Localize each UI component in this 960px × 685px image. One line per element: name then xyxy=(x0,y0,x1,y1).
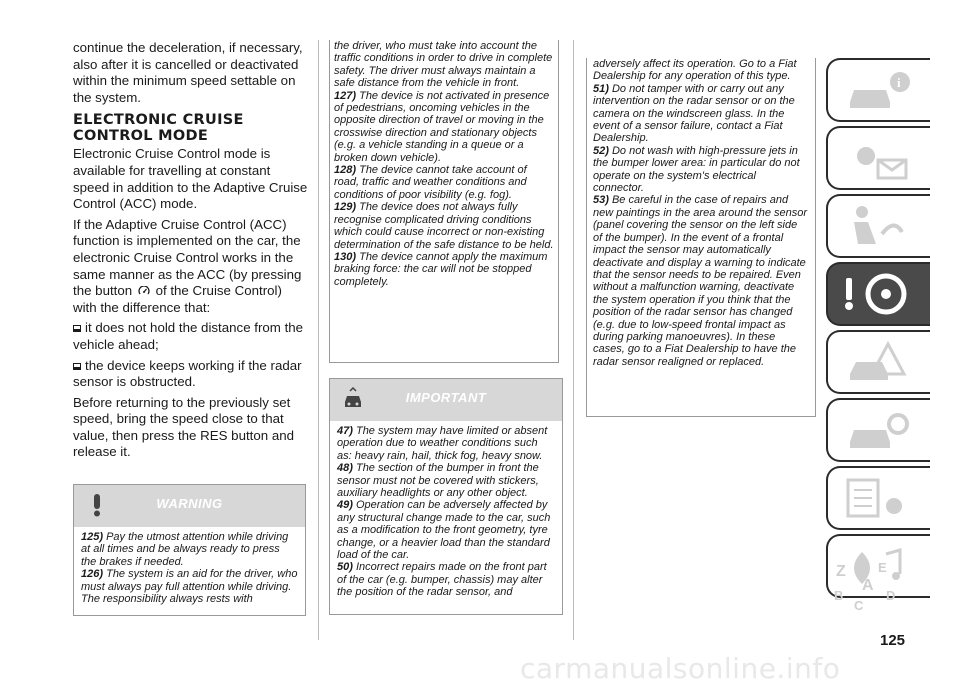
note-text: The system is an aid for the driver, who must always pay full attention while driving. The responsibility always rests with xyxy=(81,568,298,606)
warning-header xyxy=(74,485,305,527)
note-number: 127) xyxy=(334,89,357,102)
note-47 xyxy=(337,425,555,462)
technical-data-icon xyxy=(842,476,912,522)
note-52 xyxy=(593,145,809,195)
note-number: 48) xyxy=(337,462,353,475)
tab-starting-driving[interactable] xyxy=(826,262,930,326)
section-heading xyxy=(73,112,308,144)
svg-text:A: A xyxy=(862,577,874,594)
note-number: 51) xyxy=(593,82,609,95)
note-48 xyxy=(337,462,555,499)
warning-continued-text: the driver, who must take into account the traffic conditions in order to drive in complete safety. The driver must always maintain a safe distance from the vehicle in front. xyxy=(334,40,553,90)
warning-continued-box xyxy=(329,40,559,363)
note-127 xyxy=(334,90,554,164)
important-continued-text: adversely affect its operation. Go to a Fiat Dealership for any operation of this type. xyxy=(593,58,797,83)
column-divider xyxy=(573,40,574,640)
intro-paragraph: continue the deceleration, if necessary, also after it is cancelled or deactivated within the minimum speed settable on the system. xyxy=(73,40,303,105)
lights-messages-icon xyxy=(842,136,912,182)
note-number: 126) xyxy=(81,568,104,581)
bullet-icon xyxy=(73,363,81,370)
note-51 xyxy=(593,83,809,145)
note-text: Operation can be adversely affected by any structural change made to the car, such as a modification to the front geometry, tyre change, or a heavier load than the standard load of the car. xyxy=(337,499,551,562)
note-text: The device does not always fully recognise complicated driving conditions which could cause incorrect or non-existing determination of the safe distance to be held. xyxy=(334,201,554,251)
tab-maintenance[interactable] xyxy=(826,398,930,462)
safety-seat-icon xyxy=(842,204,912,250)
tab-technical-data[interactable] xyxy=(826,466,930,530)
paragraph-2 xyxy=(73,217,308,317)
column-2 xyxy=(329,40,559,363)
svg-text:i: i xyxy=(897,75,901,90)
svg-text:D: D xyxy=(886,588,896,603)
important-body xyxy=(330,421,562,603)
note-text: The section of the bumper in front the sensor must not be covered with stickers, auxiliary headlights or any other object. xyxy=(337,462,539,500)
note-text: Pay the utmost attention while driving at all times and be always ready to press the brakes if needed. xyxy=(81,531,289,568)
note-number: 128) xyxy=(334,164,357,177)
important-title: IMPORTANT xyxy=(405,390,487,405)
key-steering-wheel-icon xyxy=(842,272,912,318)
note-text: Incorrect repairs made on the front part of the car (e.g. bumper, chassis) may alter the position of the radar sensor, and xyxy=(337,561,547,599)
column-divider xyxy=(318,40,319,640)
note-129 xyxy=(334,201,554,251)
note-text: The system may have limited or absent operation due to weather conditions such as: heavy rain, hail, thick fog, heavy snow. xyxy=(337,425,548,462)
column-1 xyxy=(73,40,308,465)
car-info-icon xyxy=(842,68,912,114)
note-number: 47) xyxy=(337,425,353,437)
paragraph-2-start: If the Adaptive Cruise Control (ACC) function is implemented on the car, the electronic Cruise Control works in the same manner as the ACC (by pressing the button xyxy=(73,216,302,299)
note-128 xyxy=(334,164,554,201)
bullet-1-text: it does not hold the distance from the vehicle ahead; xyxy=(73,320,304,352)
note-number: 50) xyxy=(337,561,353,574)
paragraph-1: Electronic Cruise Control mode is available for travelling at constant speed in addition to the Adaptive Cruise Control (ACC) mode. xyxy=(73,146,308,212)
bullet-icon xyxy=(73,325,81,332)
important-header xyxy=(330,379,562,421)
watermark-footer: carmanualsonline.info xyxy=(520,652,841,685)
note-number: 129) xyxy=(334,201,357,214)
svg-text:B: B xyxy=(834,588,844,603)
note-text: The device cannot apply the maximum braking force: the car will not be stopped completely. xyxy=(334,250,548,288)
note-number: 130) xyxy=(334,250,357,263)
note-49 xyxy=(337,499,555,561)
warning-box xyxy=(73,484,306,616)
note-number: 49) xyxy=(337,499,353,512)
column-3 xyxy=(586,58,816,417)
note-text: Do not tamper with or carry out any intervention on the radar sensor or on the camera on the windscreen glass. In the event of a sensor failure, contact a Fiat Dealership. xyxy=(593,82,795,145)
note-number: 52) xyxy=(593,144,609,157)
note-126 xyxy=(81,568,298,605)
svg-text:Z: Z xyxy=(836,563,846,580)
heading-line-2: CONTROL MODE xyxy=(73,128,209,145)
tab-lights-messages[interactable] xyxy=(826,126,930,190)
tab-car-info[interactable] xyxy=(826,58,930,122)
car-maintenance-icon xyxy=(842,408,912,454)
note-125 xyxy=(81,531,298,568)
note-text: Do not wash with high-pressure jets in the bumper lower area: in particular do not operate on the system's electrical connector. xyxy=(593,144,800,195)
note-text: The device is not activated in presence of pedestrians, oncoming vehicles in the opposite direction of travel or moving in the crosswise direction and stationary objects (e.g. a vehicle standing in a queue or a broken down vehicle). xyxy=(334,89,550,164)
bullet-item-2 xyxy=(73,358,308,391)
important-box xyxy=(329,378,563,615)
note-50 xyxy=(337,561,555,598)
note-text: The device cannot take account of road, traffic and weather conditions and conditions of poor visibility (e.g. fog). xyxy=(334,164,527,201)
emergency-icon xyxy=(842,340,912,386)
note-53 xyxy=(593,194,809,368)
svg-text:C: C xyxy=(854,598,864,612)
warning-title: WARNING xyxy=(156,496,223,511)
paragraph-3: Before returning to the previously set speed, bring the speed close to that value, then press the RES button and release it. xyxy=(73,394,295,460)
bullet-item-1 xyxy=(73,320,308,353)
tab-safety[interactable] xyxy=(826,194,930,258)
note-text: Be careful in the case of repairs and new paintings in the area around the sensor (panel covering the sensor on the left side of the bumper). In the event of a frontal impact the sensor may automatically deactivate and display a warning to indicate that the sensor needs to be repaired. Even without a malfunction warning, deactivate the system operation if you think that the position of the radar sensor has changed (e.g. due to low-speed frontal impact as during parking manoeuvres). In these cases, go to a Fiat Dealership to have the radar sensor realigned or replaced. xyxy=(593,194,808,368)
index-icon[interactable] xyxy=(834,556,904,612)
heading-line-1: ELECTRONIC CRUISE xyxy=(73,112,244,129)
note-number: 53) xyxy=(593,194,609,207)
note-number: 125) xyxy=(81,531,104,543)
page-number: 125 xyxy=(880,632,906,649)
svg-text:E: E xyxy=(878,560,887,575)
paragraph-2-end: of the Cruise Control) with the difference that: xyxy=(73,283,282,315)
warning-body xyxy=(74,527,305,609)
bullet-2-text: the device keeps working if the radar sensor is obstructed. xyxy=(73,357,302,390)
cruise-control-icon xyxy=(138,286,150,296)
note-130 xyxy=(334,251,554,288)
tab-emergency[interactable] xyxy=(826,330,930,394)
